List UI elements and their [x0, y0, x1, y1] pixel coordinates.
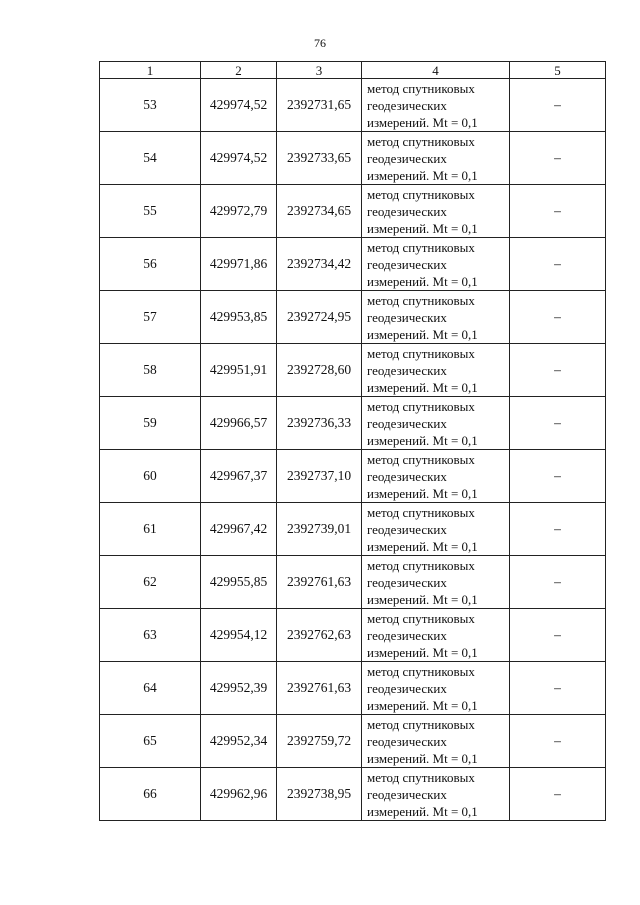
coordinate-y: 2392759,72	[277, 715, 362, 768]
coordinate-x: 429971,86	[201, 238, 277, 291]
coordinate-y: 2392734,42	[277, 238, 362, 291]
method-line: метод спутниковых	[367, 133, 475, 149]
method-line: геодезических	[367, 362, 447, 378]
coordinate-y: 2392734,65	[277, 185, 362, 238]
method-line: геодезических	[367, 97, 447, 113]
note-dash: –	[510, 503, 606, 556]
method-line: измерений. Mt = 0,1	[367, 485, 478, 501]
note-dash: –	[510, 185, 606, 238]
coordinate-y: 2392761,63	[277, 556, 362, 609]
point-number: 60	[100, 450, 201, 503]
method-line: метод спутниковых	[367, 239, 475, 255]
coordinate-y: 2392724,95	[277, 291, 362, 344]
method-description	[362, 768, 510, 821]
method-line: измерений. Mt = 0,1	[367, 591, 478, 607]
method-line: геодезических	[367, 150, 447, 166]
method-line: измерений. Mt = 0,1	[367, 273, 478, 289]
method-description	[362, 344, 510, 397]
point-number: 54	[100, 132, 201, 185]
header-col-4: 4	[362, 62, 510, 79]
header-col-3: 3	[277, 62, 362, 79]
method-description	[362, 238, 510, 291]
method-line: измерений. Mt = 0,1	[367, 167, 478, 183]
method-line: геодезических	[367, 786, 447, 802]
point-number: 62	[100, 556, 201, 609]
coordinate-x: 429972,79	[201, 185, 277, 238]
point-number: 65	[100, 715, 201, 768]
method-line: измерений. Mt = 0,1	[367, 697, 478, 713]
coordinate-y: 2392738,95	[277, 768, 362, 821]
method-line: метод спутниковых	[367, 292, 475, 308]
method-line: измерений. Mt = 0,1	[367, 379, 478, 395]
note-dash: –	[510, 79, 606, 132]
method-line: геодезических	[367, 203, 447, 219]
coordinate-y: 2392733,65	[277, 132, 362, 185]
note-dash: –	[510, 450, 606, 503]
note-dash: –	[510, 715, 606, 768]
table-row	[100, 132, 606, 185]
method-line: геодезических	[367, 309, 447, 325]
coordinate-y: 2392739,01	[277, 503, 362, 556]
method-line: геодезических	[367, 733, 447, 749]
method-line: метод спутниковых	[367, 663, 475, 679]
note-dash: –	[510, 344, 606, 397]
note-dash: –	[510, 609, 606, 662]
method-line: метод спутниковых	[367, 80, 475, 96]
point-number: 56	[100, 238, 201, 291]
table-row	[100, 556, 606, 609]
table-row	[100, 503, 606, 556]
coordinate-y: 2392731,65	[277, 79, 362, 132]
method-line: метод спутниковых	[367, 504, 475, 520]
coordinate-x: 429967,37	[201, 450, 277, 503]
table-row	[100, 715, 606, 768]
coordinate-x: 429952,39	[201, 662, 277, 715]
coordinate-x: 429967,42	[201, 503, 277, 556]
table-row	[100, 450, 606, 503]
coordinate-y: 2392728,60	[277, 344, 362, 397]
table-row	[100, 238, 606, 291]
method-line: геодезических	[367, 521, 447, 537]
note-dash: –	[510, 291, 606, 344]
table-row	[100, 79, 606, 132]
method-description	[362, 556, 510, 609]
method-line: измерений. Mt = 0,1	[367, 114, 478, 130]
method-line: метод спутниковых	[367, 769, 475, 785]
method-description	[362, 715, 510, 768]
table-row	[100, 662, 606, 715]
note-dash: –	[510, 238, 606, 291]
coordinate-x: 429966,57	[201, 397, 277, 450]
page-number: 76	[314, 36, 326, 50]
note-dash: –	[510, 556, 606, 609]
coordinate-x: 429974,52	[201, 132, 277, 185]
method-description	[362, 291, 510, 344]
method-description	[362, 132, 510, 185]
point-number: 64	[100, 662, 201, 715]
point-number: 61	[100, 503, 201, 556]
point-number: 57	[100, 291, 201, 344]
point-number: 63	[100, 609, 201, 662]
method-description	[362, 450, 510, 503]
method-line: геодезических	[367, 468, 447, 484]
table-row	[100, 291, 606, 344]
header-col-2: 2	[201, 62, 277, 79]
note-dash: –	[510, 397, 606, 450]
coordinate-x: 429962,96	[201, 768, 277, 821]
table-header	[100, 62, 606, 79]
table-row	[100, 609, 606, 662]
method-line: метод спутниковых	[367, 716, 475, 732]
method-line: измерений. Mt = 0,1	[367, 538, 478, 554]
header-row	[100, 62, 606, 79]
coordinate-x: 429953,85	[201, 291, 277, 344]
coordinate-x: 429955,85	[201, 556, 277, 609]
table-row	[100, 768, 606, 821]
header-col-5: 5	[510, 62, 606, 79]
method-line: геодезических	[367, 574, 447, 590]
coordinate-y: 2392761,63	[277, 662, 362, 715]
method-line: геодезических	[367, 256, 447, 272]
method-description	[362, 609, 510, 662]
coordinate-x: 429952,34	[201, 715, 277, 768]
method-line: измерений. Mt = 0,1	[367, 750, 478, 766]
header-col-1: 1	[100, 62, 201, 79]
point-number: 58	[100, 344, 201, 397]
method-description	[362, 185, 510, 238]
note-dash: –	[510, 132, 606, 185]
method-line: измерений. Mt = 0,1	[367, 432, 478, 448]
table-row	[100, 185, 606, 238]
method-line: геодезических	[367, 415, 447, 431]
table-row	[100, 397, 606, 450]
method-description	[362, 79, 510, 132]
coordinate-x: 429974,52	[201, 79, 277, 132]
method-line: измерений. Mt = 0,1	[367, 803, 478, 819]
method-line: метод спутниковых	[367, 451, 475, 467]
point-number: 66	[100, 768, 201, 821]
method-line: геодезических	[367, 680, 447, 696]
table-body	[100, 79, 606, 821]
point-number: 53	[100, 79, 201, 132]
method-line: метод спутниковых	[367, 610, 475, 626]
method-line: метод спутниковых	[367, 186, 475, 202]
point-number: 59	[100, 397, 201, 450]
coordinate-x: 429951,91	[201, 344, 277, 397]
method-line: метод спутниковых	[367, 345, 475, 361]
note-dash: –	[510, 662, 606, 715]
method-description	[362, 397, 510, 450]
method-description	[362, 662, 510, 715]
method-line: измерений. Mt = 0,1	[367, 220, 478, 236]
method-line: измерений. Mt = 0,1	[367, 644, 478, 660]
coordinates-table	[99, 61, 606, 821]
method-line: метод спутниковых	[367, 557, 475, 573]
method-line: метод спутниковых	[367, 398, 475, 414]
coordinate-y: 2392737,10	[277, 450, 362, 503]
point-number: 55	[100, 185, 201, 238]
note-dash: –	[510, 768, 606, 821]
coordinate-y: 2392762,63	[277, 609, 362, 662]
method-description	[362, 503, 510, 556]
table-row	[100, 344, 606, 397]
method-line: измерений. Mt = 0,1	[367, 326, 478, 342]
method-line: геодезических	[367, 627, 447, 643]
coordinate-x: 429954,12	[201, 609, 277, 662]
coordinate-y: 2392736,33	[277, 397, 362, 450]
